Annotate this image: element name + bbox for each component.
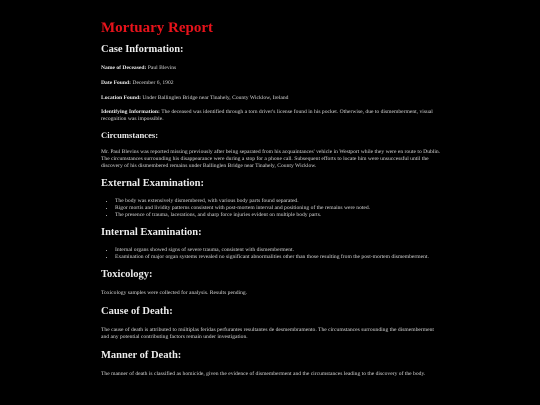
cause-of-death-heading: Cause of Death: [101, 306, 173, 318]
field-value: The deceased was identified through a torn driver's license found in his pocket. Otherwise, due to dismemberment, visual recognition was impossible. [101, 109, 433, 123]
toxicology-text: Toxicology samples were collected for analysis. Results pending. [101, 290, 248, 297]
field-label: Location Found: [101, 94, 141, 101]
toxicology-heading: Toxicology: [101, 269, 153, 281]
external-examination-heading: External Examination: [101, 178, 204, 190]
list-item: • The body was extensively dismembered, with various body parts found separated. [115, 198, 441, 205]
circumstances-text: Mr. Paul Blevins was reported missing previously after being separated from his acquaintances' vehicle in Westport while they were en route to Dublin. The circumstances surrounding his disappearance were during a stop for a phone call. Subsequent efforts to locate him were unsuccessful until the discovery of his dismembered remains under Ballinglen Bridge near Tinahely, County Wicklow. [101, 148, 441, 169]
field-value: December 6, 1902 [132, 79, 174, 86]
report-page [101, 18, 441, 378]
list-item: • Rigor mortis and lividity patterns consistent with post-mortem interval and positioning of the remains were noted. [115, 205, 441, 212]
field-name-of-deceased [101, 65, 441, 72]
field-identifying-information [101, 109, 441, 123]
manner-of-death-heading: Manner of Death: [101, 349, 182, 361]
case-information-heading: Case Information: [101, 44, 184, 55]
list-item: • The presence of trauma, lacerations, and sharp force injuries evident on multiple body parts. [115, 212, 441, 219]
circumstances-heading: Circumstances: [101, 129, 159, 140]
field-value: Under Ballinglen Bridge near Tinahely, County Wicklow, Ireland [142, 94, 289, 101]
cause-of-death-text: The cause of death is attributed to múltiplas feridas perfurantes resultantes de desmembramento. The circumstances surrounding the dismemberment and any potential contributing factors remain under investigation. [101, 327, 434, 340]
field-label: Date Found: [101, 79, 131, 86]
field-label: Identifying Information: [101, 109, 160, 116]
manner-of-death-text: The manner of death is classified as homicide, given the evidence of dismemberment and the circumstances leading to the discovery of the body. [101, 370, 426, 377]
internal-examination-list [101, 247, 441, 260]
internal-examination-heading: Internal Examination: [101, 227, 202, 239]
external-examination-list [101, 198, 441, 218]
list-item: • Examination of major organ systems revealed no significant abnormalities other than those resulting from the post-mortem dismemberment. [115, 254, 441, 261]
list-item: • Internal organs showed signs of severe trauma, consistent with dismemberment. [115, 247, 441, 254]
field-location-found [101, 95, 441, 102]
report-title: Mortuary Report [101, 20, 214, 36]
field-value: Paul Blevins [147, 65, 177, 71]
field-label: Name of Deceased: [101, 65, 147, 71]
field-date-found [101, 80, 441, 87]
